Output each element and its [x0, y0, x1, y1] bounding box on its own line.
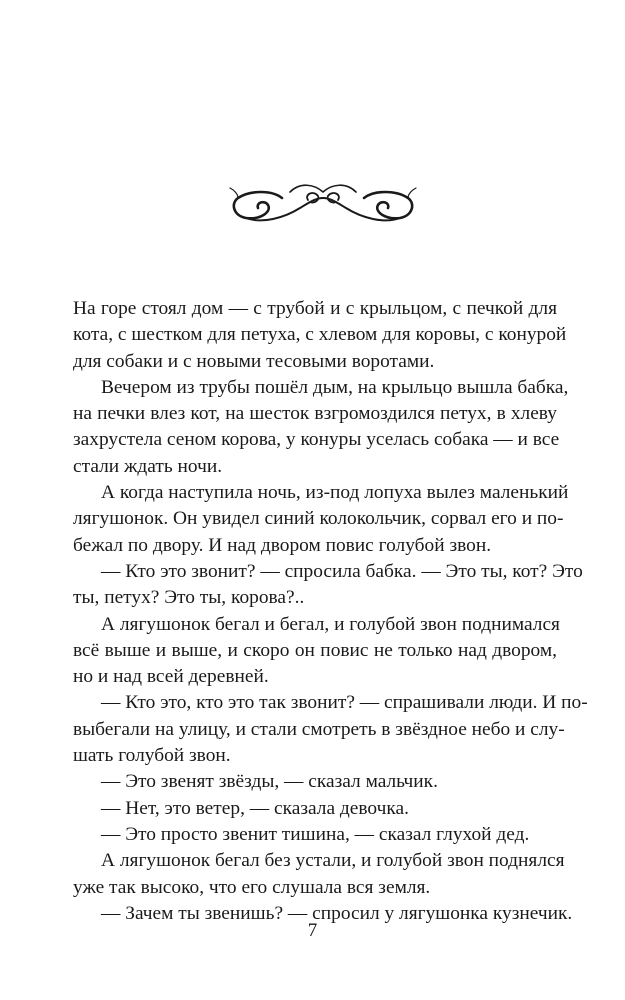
text-line: кота, с шестком для петуха, с хлевом для коровы, с конурой — [73, 324, 567, 346]
text-line: Вечером из трубы пошёл дым, на крыльцо вышла бабка, — [101, 376, 569, 398]
text-line: На горе стоял дом — с трубой и с крыльцом, с печкой для — [73, 298, 557, 319]
text-line: уже так высоко, что его слушала вся земля. — [73, 876, 431, 898]
paragraph — [73, 559, 583, 612]
text-line: — Это просто звенит тишина, — сказал глухой дед. — [101, 823, 530, 845]
paragraph — [73, 375, 569, 480]
text-line: выбегали на улицу, и стали смотреть в звёздное небо и слу- — [73, 718, 565, 740]
text-line: всё выше и выше, и скоро он повис не только над двором, — [73, 639, 557, 661]
text-line: на печки влез кот, на шесток взгромоздился петух, в хлеву — [73, 403, 557, 425]
story-text — [73, 296, 588, 927]
paragraph — [73, 480, 569, 559]
paragraph — [73, 796, 557, 822]
text-line: — Нет, это ветер, — сказала девочка. — [101, 797, 409, 819]
text-line: — Зачем ты звенишь? — спросил у лягушонка кузнечик. — [101, 902, 573, 924]
text-line: — Кто это, кто это так звонит? — спрашивали люди. И по- — [101, 692, 588, 714]
text-line: стали ждать ночи. — [73, 455, 223, 477]
text-line: бежал по двору. И над двором повис голубой звон. — [73, 534, 492, 556]
text-line: лягушонок. Он увидел синий колокольчик, сорвал его и по- — [73, 508, 564, 530]
text-line: для собаки и с новыми тесовыми воротами. — [73, 350, 435, 372]
text-line: захрустела сеном корова, у конуры уселась собака — и все — [73, 429, 560, 451]
text-line: — Кто это звонит? — спросила бабка. — Это ты, кот? Это — [101, 560, 583, 582]
page-number: 7 — [307, 920, 318, 941]
paragraph — [73, 612, 560, 691]
text-line: но и над всей деревней. — [73, 666, 269, 688]
flourish-ornament-icon — [228, 178, 418, 228]
paragraph — [73, 690, 588, 769]
paragraph — [73, 769, 557, 795]
text-line: — Это звенят звёзды, — сказал мальчик. — [101, 771, 438, 793]
text-line: А когда наступила ночь, из-под лопуха вылез маленький — [101, 482, 569, 504]
text-line: шать голубой звон. — [73, 745, 231, 767]
text-line: А лягушонок бегал и бегал, и голубой звон поднимался — [101, 613, 560, 635]
paragraph — [73, 296, 567, 375]
paragraph — [73, 848, 565, 901]
text-line: ты, петух? Это ты, корова?.. — [73, 587, 305, 609]
paragraph — [73, 822, 557, 848]
text-line: А лягушонок бегал без устали, и голубой звон поднялся — [101, 850, 565, 872]
